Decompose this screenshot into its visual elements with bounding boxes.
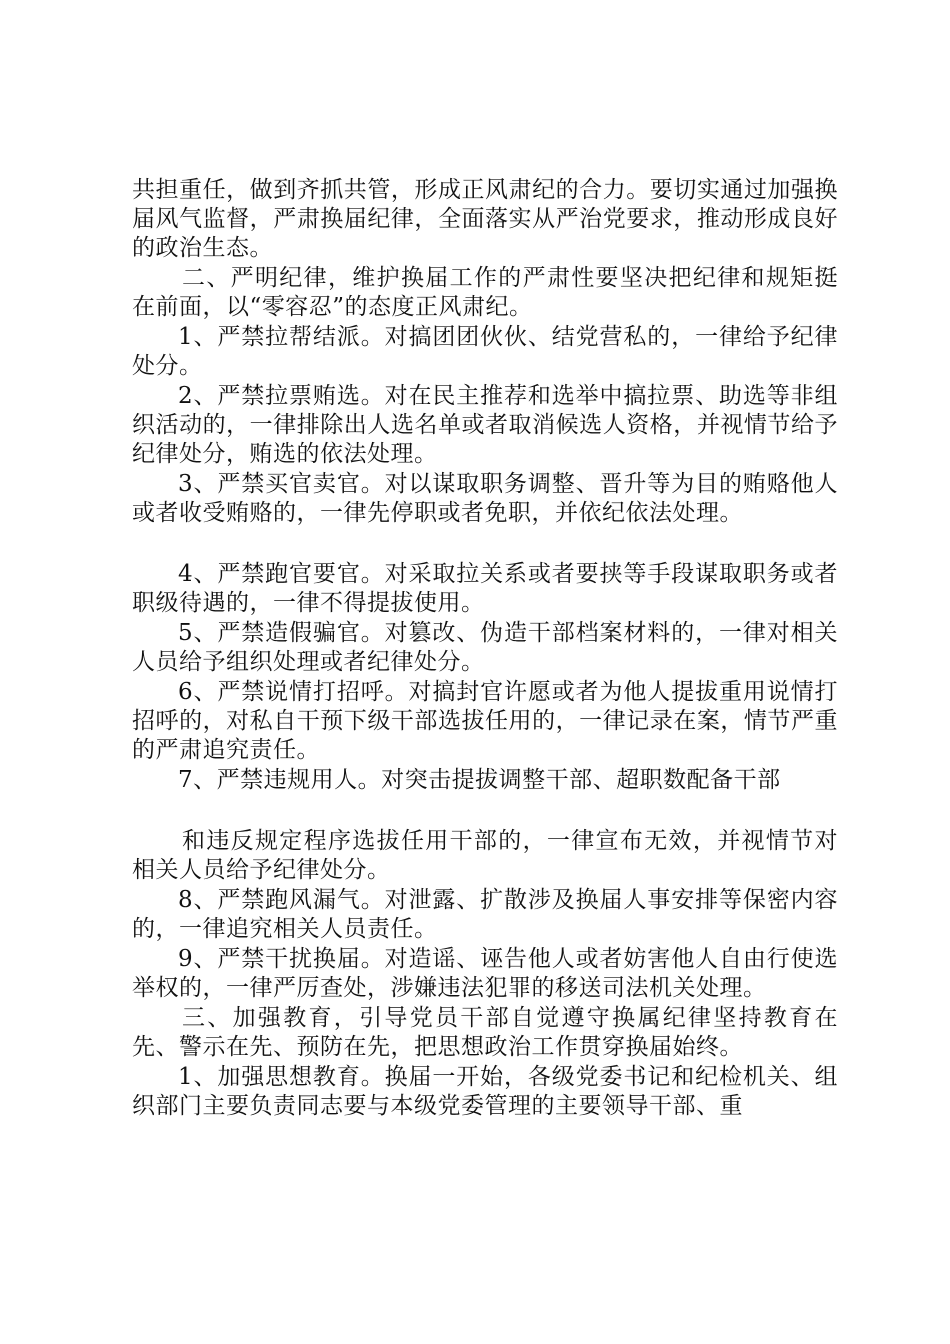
- rule-item-2: 2、严禁拉票贿选。对在民主推荐和选举中搞拉票、助选等非组织活动的，一律排除出人选名单或者取消候选人资格，并视情节给予纪律处分，贿选的依法处理。: [132, 383, 838, 467]
- rule-item-6: 6、严禁说情打招呼。对搞封官许愿或者为他人提拔重用说情打招呼的，对私自干预下级干部选拔任用的，一律记录在案，情节严重的严肃追究责任。: [132, 679, 838, 763]
- section-heading-two: 二、严明纪律，维护换届工作的严肃性要坚决把纪律和规矩挺在前面，以“零容忍”的态度正风肃纪。: [132, 265, 838, 320]
- paragraph-intro: 共担重任，做到齐抓共管，形成正风肃纪的合力。要切实通过加强换届风气监督，严肃换届纪律，全面落实从严治党要求，推动形成良好的政治生态。: [132, 177, 838, 261]
- rule-item-5: 5、严禁造假骗官。对篡改、伪造干部档案材料的，一律对相关人员给予组织处理或者纪律处分。: [132, 620, 838, 675]
- rule-item-8: 8、严禁跑风漏气。对泄露、扩散涉及换届人事安排等保密内容的，一律追究相关人员责任。: [132, 887, 838, 942]
- rule-item-3: 3、严禁买官卖官。对以谋取职务调整、晋升等为目的贿赂他人或者收受贿赂的，一律先停职或者免职，并依纪依法处理。: [132, 471, 838, 526]
- rule-item-4: 4、严禁跑官要官。对采取拉关系或者要挟等手段谋取职务或者职级待遇的，一律不得提拔使用。: [132, 561, 838, 616]
- rule-item-7-part-1: 7、严禁违规用人。对突击提拔调整干部、超职数配备干部: [178, 767, 781, 793]
- section-heading-three: 三、加强教育，引导党员干部自觉遵守换属纪律坚持教育在先、警示在先、预防在先，把思想政治工作贯穿换届始终。: [132, 1005, 838, 1060]
- rule-item-1: 1、严禁拉帮结派。对搞团团伙伙、结党营私的，一律给予纪律处分。: [132, 324, 838, 379]
- rule-item-7-part-2: 和违反规定程序选拔任用干部的，一律宣布无效，并视情节对相关人员给予纪律处分。: [132, 828, 838, 883]
- document-body: [132, 176, 838, 1122]
- rule-item-9: 9、严禁干扰换届。对造谣、诬告他人或者妨害他人自由行使选举权的，一律严厉查处，涉嫌违法犯罪的移送司法机关处理。: [132, 946, 838, 1001]
- education-item-1: 1、加强思想教育。换届一开始，各级党委书记和纪检机关、组织部门主要负责同志要与本级党委管理的主要领导干部、重: [132, 1064, 838, 1119]
